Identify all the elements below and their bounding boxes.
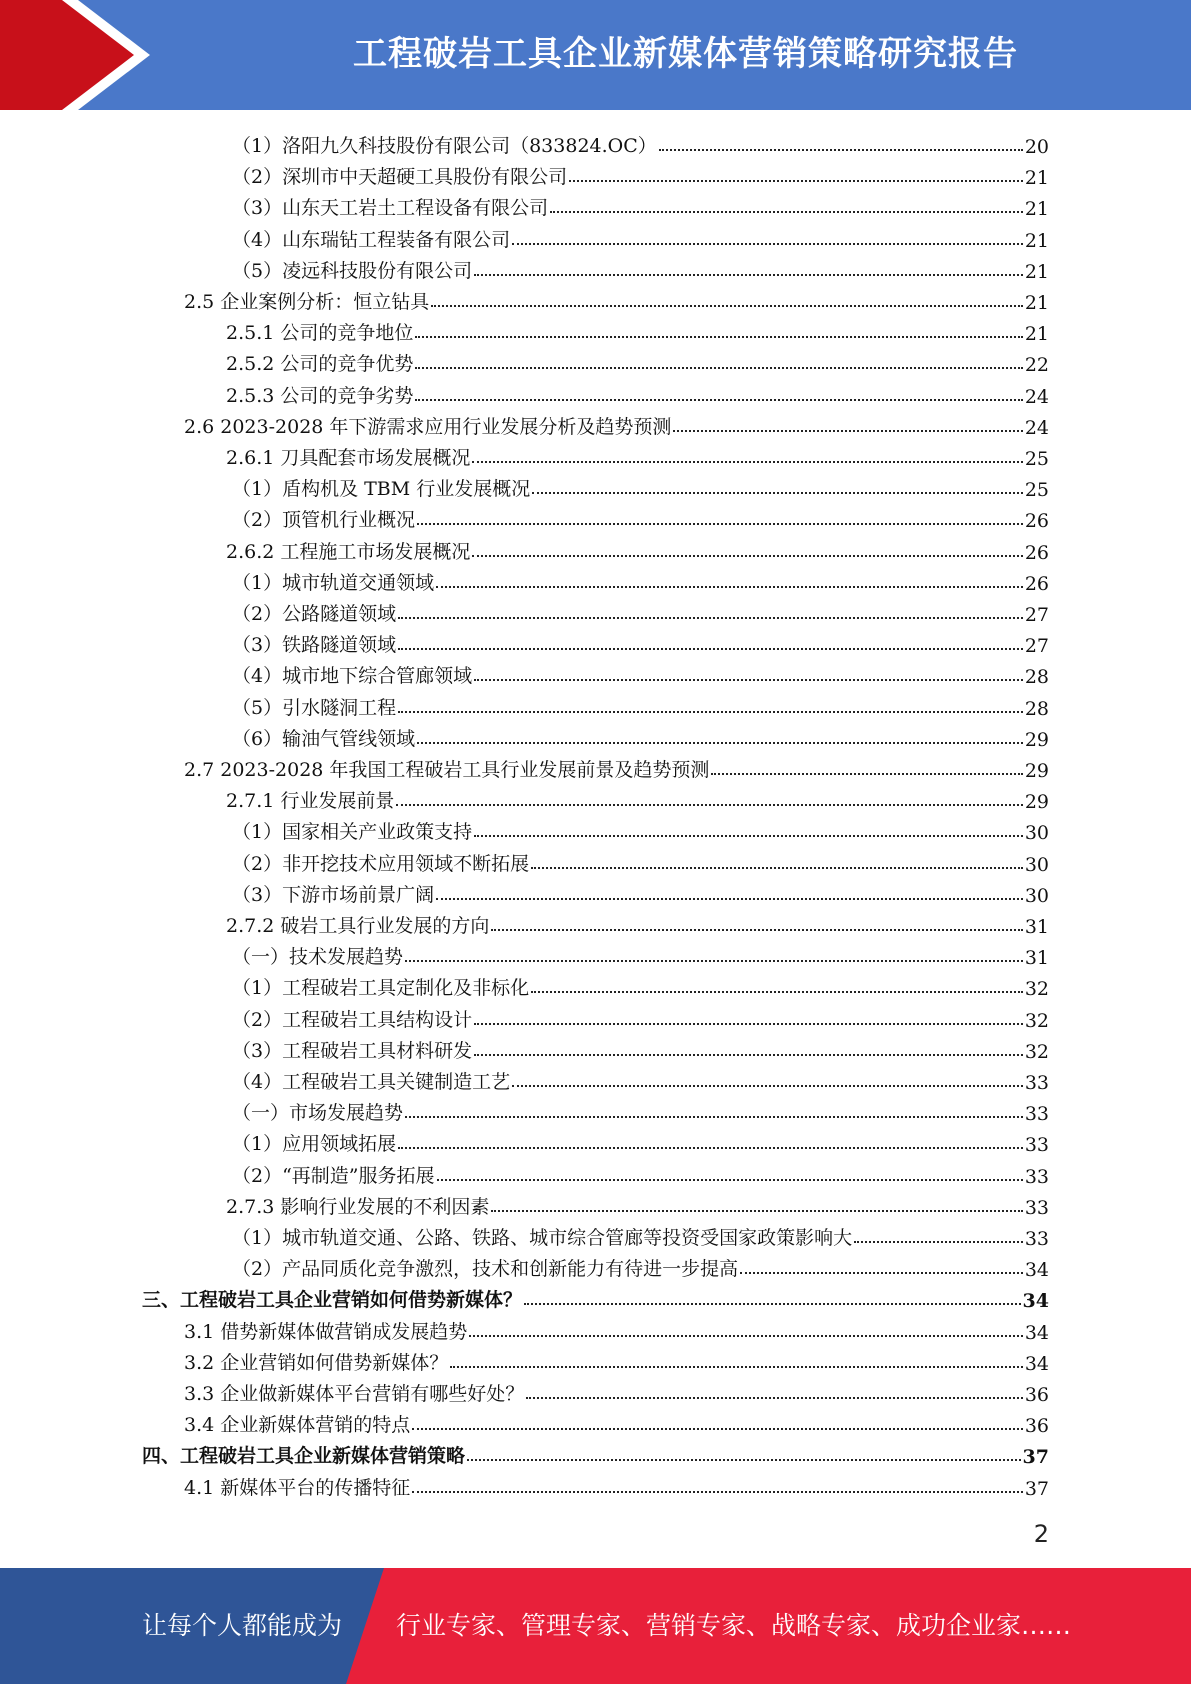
toc-entry-page: 24 [1024,385,1049,408]
toc-entry-page: 25 [1024,479,1049,502]
toc-entry-page: 32 [1024,1009,1049,1032]
toc-entry-page: 26 [1024,572,1049,595]
toc-entry-title: （3）铁路隧道领域 [232,634,397,657]
toc-entry-title: 4.1 新媒体平台的传播特征 [184,1476,411,1499]
footer-slogan-right: 行业专家、管理专家、营销专家、战略专家、成功企业家…… [396,1611,1072,1640]
toc-entry[interactable] [232,721,1049,751]
toc-dot-leader [472,555,1022,557]
toc-entry-title: （2）公路隧道领域 [232,603,397,625]
toc-entry-title: 四、工程破岩工具企业新媒体营销策略 [142,1445,466,1468]
toc-entry-page: 21 [1024,198,1049,221]
toc-entry[interactable] [232,1064,1049,1094]
toc-dot-leader [415,367,1022,369]
toc-entry[interactable] [226,346,1049,376]
toc-entry[interactable] [232,596,1049,626]
toc-dot-leader [417,523,1023,525]
toc-entry-page: 26 [1024,510,1049,533]
toc-entry-page: 34 [1022,1290,1049,1313]
toc-dot-leader [531,867,1023,869]
toc-dot-leader [396,804,1022,806]
toc-entry[interactable] [232,690,1049,720]
toc-dot-leader [417,742,1023,744]
toc-entry-title: （6）输油气管线领域 [232,727,416,750]
toc-entry[interactable] [232,1220,1049,1250]
header-arrow-decoration [0,0,160,110]
toc-dot-leader [474,1054,1023,1056]
toc-entry[interactable] [184,1407,1049,1437]
toc-entry-page: 36 [1024,1384,1049,1406]
toc-dot-leader [673,430,1022,432]
toc-dot-leader [436,898,1023,900]
toc-entry-page: 33 [1024,1228,1049,1250]
toc-dot-leader [398,711,1023,713]
toc-dot-leader [412,1491,1023,1493]
toc-entry-page: 37 [1022,1446,1049,1469]
toc-entry-title: 2.7.2 破岩工具行业发展的方向 [226,915,490,937]
toc-entry-page: 26 [1024,541,1049,564]
toc-entry-page: 33 [1024,1134,1049,1157]
toc-dot-leader [569,180,1023,182]
toc-dot-leader [474,1023,1023,1025]
toc-entry[interactable] [232,658,1049,688]
toc-dot-leader [491,1210,1022,1212]
toc-entry-page: 33 [1024,1165,1049,1188]
toc-entry[interactable] [232,471,1049,501]
toc-entry-title: 2.7.3 影响行业发展的不利因素 [226,1195,490,1218]
toc-entry[interactable] [226,440,1049,470]
toc-dot-leader [398,648,1023,650]
toc-dot-leader [405,960,1023,962]
toc-entry[interactable] [184,1376,1049,1406]
toc-entry[interactable] [232,877,1049,907]
toc-entry-title: （1）工程破岩工具定制化及非标化 [232,977,530,1000]
toc-entry-page: 32 [1024,1040,1049,1063]
toc-entry-page: 30 [1024,884,1049,907]
toc-entry[interactable] [226,1189,1049,1219]
toc-entry[interactable] [184,1314,1049,1344]
toc-dot-leader [474,835,1023,837]
toc-entry-page: 27 [1024,635,1049,658]
toc-entry-page: 21 [1024,167,1049,190]
toc-entry-title: （一）技术发展趋势 [232,946,404,969]
toc-entry-title: 2.5 企业案例分析：恒立钻具 [184,291,430,313]
toc-entry-title: 2.6 2023-2028 年下游需求应用行业发展分析及趋势预测 [184,415,672,438]
toc-entry-title: 2.7.1 行业发展前景 [226,790,395,813]
toc-entry-page: 36 [1024,1415,1049,1438]
toc-entry-title: （1）国家相关产业政策支持 [232,821,473,844]
toc-entry-page: 24 [1024,416,1049,439]
toc-entry[interactable] [226,534,1049,564]
toc-entry-page: 29 [1024,791,1049,814]
toc-dot-leader [491,929,1022,931]
toc-entry[interactable] [232,939,1049,969]
toc-entry-title: （2）非开挖技术应用领域不断拓展 [232,852,530,875]
toc-dot-leader [659,149,1023,151]
toc-dot-leader [512,243,1023,245]
toc-entry-title: 三、工程破岩工具企业营销如何借势新媒体？ [142,1289,523,1312]
toc-entry-page: 21 [1024,229,1049,252]
toc-entry-title: 2.7 2023-2028 年我国工程破岩工具行业发展前景及趋势预测 [184,759,710,781]
footer-slogan-left: 让每个人都能成为 [142,1611,343,1640]
toc-entry-title: 3.2 企业营销如何借势新媒体？ [184,1351,449,1374]
toc-entry-title: （2）产品同质化竞争激烈，技术和创新能力有待进一步提高 [232,1258,739,1281]
header-title: 工程破岩工具企业新媒体营销策略研究报告 [353,34,1018,74]
toc-entry[interactable] [226,378,1049,408]
toc-entry[interactable] [232,846,1049,876]
toc-entry[interactable] [232,1095,1049,1125]
toc-entry-title: （4）山东瑞钻工程装备有限公司 [232,228,511,251]
toc-dot-leader [740,1272,1023,1274]
toc-entry-page: 33 [1024,1103,1049,1126]
toc-entry-title: （1）城市轨道交通、公路、铁路、城市综合管廊等投资受国家政策影响大 [232,1227,853,1249]
toc-entry-title: 2.5.1 公司的竞争地位 [226,322,414,345]
toc-entry-page: 28 [1024,697,1049,720]
toc-dot-leader [531,991,1023,993]
toc-dot-leader [415,399,1022,401]
toc-entry-title: （4）城市地下综合管廊领域 [232,665,473,688]
toc-entry-page: 34 [1024,1259,1049,1282]
toc-entry-page: 30 [1024,822,1049,845]
toc-entry-title: （2）工程破岩工具结构设计 [232,1008,473,1031]
toc-entry[interactable] [226,783,1049,813]
toc-entry-title: 3.4 企业新媒体营销的特点 [184,1414,411,1437]
toc-entry-page: 33 [1024,1072,1049,1094]
toc-entry[interactable] [184,752,1049,782]
toc-entry-page: 29 [1024,728,1049,751]
toc-dot-leader [474,679,1023,681]
toc-dot-leader [512,1085,1023,1087]
toc-entry[interactable] [184,284,1049,314]
toc-entry-page: 32 [1024,978,1049,1001]
toc-entry[interactable] [184,409,1049,439]
toc-entry-title: （2）顶管机行业概况 [232,509,416,532]
toc-entry-title: 2.6.2 工程施工市场发展概况 [226,540,471,563]
toc-entry-title: （3）工程破岩工具材料研发 [232,1039,473,1062]
toc-dot-leader [526,1397,1023,1399]
toc-entry-page: 21 [1024,323,1049,346]
toc-entry[interactable] [226,908,1049,938]
toc-entry[interactable] [142,1282,1049,1312]
toc-entry[interactable] [232,1033,1049,1063]
toc-entry-page: 37 [1024,1477,1049,1500]
toc-dot-leader [405,1116,1023,1118]
toc-entry[interactable] [232,565,1049,595]
toc-entry[interactable] [232,222,1049,252]
toc-entry-page: 25 [1024,448,1049,470]
toc-entry-title: 2.5.3 公司的竞争劣势 [226,384,414,407]
toc-dot-leader [854,1241,1023,1243]
toc-dot-leader [398,1147,1023,1149]
toc-entry[interactable] [232,502,1049,532]
toc-entry[interactable] [232,1002,1049,1032]
toc-entry-page: 34 [1024,1321,1049,1344]
toc-dot-leader [412,1428,1023,1430]
toc-entry-title: （4）工程破岩工具关键制造工艺 [232,1071,511,1093]
toc-entry-title: （2）深圳市中天超硬工具股份有限公司 [232,166,568,189]
toc-dot-leader [711,773,1022,775]
toc-entry-page: 30 [1024,853,1049,876]
page-footer [0,1568,1191,1684]
toc-entry-page: 28 [1024,666,1049,689]
toc-dot-leader [398,617,1023,619]
toc-entry-title: 2.5.2 公司的竞争优势 [226,353,414,376]
toc-entry[interactable] [232,253,1049,283]
toc-entry-page: 21 [1024,260,1049,283]
toc-entry-title: （3）山东天工岩土工程设备有限公司 [232,197,549,220]
toc-entry-title: （1）城市轨道交通领域 [232,571,435,594]
toc-dot-leader [524,1303,1021,1305]
toc-entry-page: 21 [1024,292,1049,314]
toc-entry-title: 3.1 借势新媒体做营销成发展趋势 [184,1320,468,1343]
toc-entry[interactable] [232,128,1049,158]
toc-entry-title: （1）洛阳九久科技股份有限公司（833824.OC） [232,135,657,157]
toc-entry-page: 31 [1024,947,1049,970]
toc-entry[interactable] [232,190,1049,220]
toc-dot-leader [436,586,1023,588]
toc-entry-page: 22 [1024,354,1049,377]
toc-entry[interactable] [226,315,1049,345]
toc-entry-page: 31 [1024,916,1049,938]
page-number: 2 [1033,1520,1049,1548]
toc-entry-title: （一）市场发展趋势 [232,1102,404,1125]
toc-entry[interactable] [232,814,1049,844]
toc-entry[interactable] [232,1251,1049,1281]
toc-entry[interactable] [232,627,1049,657]
toc-dot-leader [550,211,1023,213]
page-header [0,0,1191,110]
toc-entry-title: 3.3 企业做新媒体平台营销有哪些好处？ [184,1383,525,1405]
toc-dot-leader [431,305,1023,307]
toc-dot-leader [472,461,1022,463]
toc-entry-title: （3）下游市场前景广阔 [232,883,435,906]
toc-entry-title: 2.6.1 刀具配套市场发展概况 [226,447,471,469]
toc-dot-leader [469,1335,1023,1337]
toc-entry-page: 27 [1024,604,1049,626]
toc-dot-leader [415,336,1022,338]
toc-entry[interactable] [142,1438,1049,1468]
toc-entry[interactable] [184,1470,1049,1500]
toc-dot-leader [532,492,1023,494]
toc-entry-title: （1）盾构机及 TBM 行业发展概况 [232,478,531,501]
toc-entry-page: 20 [1024,136,1049,158]
toc-entry[interactable] [232,970,1049,1000]
toc-entry-title: （5）凌远科技股份有限公司 [232,259,473,282]
toc-dot-leader [437,1179,1023,1181]
toc-entry-page: 33 [1024,1196,1049,1219]
toc-entry[interactable] [232,1126,1049,1156]
toc-entry[interactable] [232,1158,1049,1188]
toc-entry-page: 29 [1024,760,1049,782]
toc-dot-leader [450,1366,1023,1368]
toc-entry[interactable] [232,159,1049,189]
toc-entry-title: （2）“再制造”服务拓展 [232,1164,435,1187]
toc-entry-title: （1）应用领域拓展 [232,1133,397,1156]
toc-entry-title: （5）引水隧洞工程 [232,696,397,719]
toc-dot-leader [467,1459,1021,1461]
toc-entry-page: 34 [1024,1352,1049,1375]
toc-dot-leader [474,274,1023,276]
toc-entry[interactable] [184,1345,1049,1375]
